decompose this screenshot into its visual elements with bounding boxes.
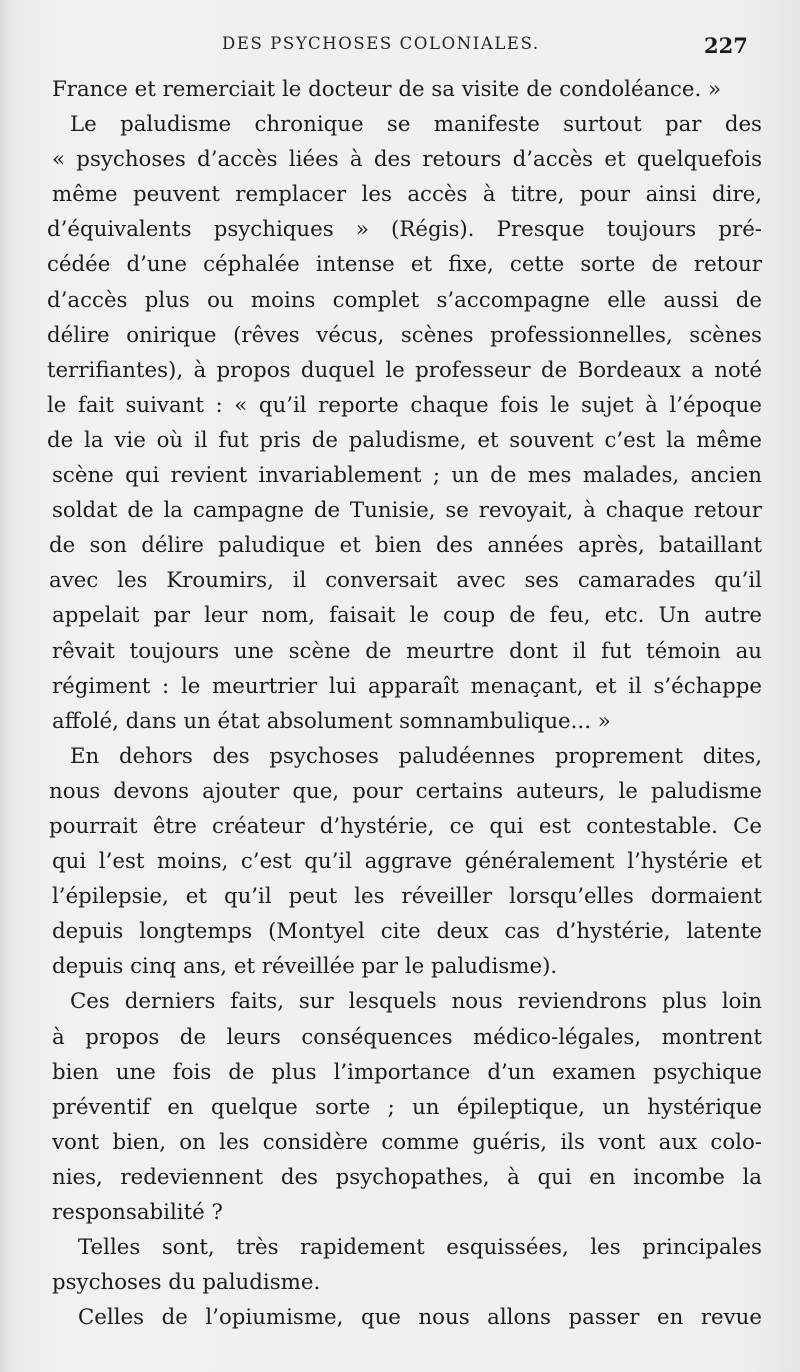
text-line: délire onirique (rêves vécus, scènes professionnelles, scènes (47, 322, 762, 348)
paragraph-psychoses-paludeennes (44, 739, 762, 985)
paragraph-derniers-faits (44, 984, 762, 1230)
text-line: Celles de l’opiumisme, que nous allons passer en revue (78, 1305, 762, 1331)
text-line: scène qui revient invariablement ; un de mes malades, ancien (52, 463, 762, 489)
text-line: préventif en quelque sorte ; un épileptique, un hystérique (52, 1094, 762, 1120)
text-line: appelait par leur nom, faisait le coup de feu, etc. Un autre (52, 603, 762, 629)
text-line: nies, redeviennent des psychopathes, à qui en incombe la (52, 1164, 762, 1190)
text-line: Le paludisme chronique se manifeste surtout par des (70, 112, 762, 138)
text-line: affolé, dans un état absolument somnambulique... » (52, 708, 611, 734)
text-line: Telles sont, très rapidement esquissées, les principales (78, 1235, 762, 1261)
text-line: rêvait toujours une scène de meurtre dont il fut témoin au (52, 638, 762, 664)
running-title: DES PSYCHOSES COLONIALES. (222, 34, 540, 53)
text-line: avec les Kroumirs, il conversait avec ses camarades qu’il (49, 568, 762, 594)
text-line: vont bien, on les considère comme guéris, ils vont aux colo- (52, 1129, 762, 1155)
page-number: 227 (704, 33, 748, 58)
text-line: régiment : le meurtrier lui apparaît menaçant, et il s’échappe (52, 673, 762, 699)
text-line: bien une fois de plus l’importance d’un examen psychique (52, 1059, 762, 1085)
running-head (0, 34, 800, 62)
text-line: d’accès plus ou moins complet s’accompagne elle aussi de (47, 287, 762, 313)
text-line: soldat de la campagne de Tunisie, se revoyait, à chaque retour (52, 498, 762, 524)
paragraph-paludisme-chronique (44, 107, 762, 739)
paragraph-opiumisme (44, 1300, 762, 1335)
text-line: responsabilité ? (52, 1200, 223, 1225)
text-line: pourrait être créateur d’hystérie, ce qui est contestable. Ce (49, 813, 762, 839)
text-line: depuis cinq ans, et réveillée par le paludisme). (52, 954, 558, 980)
text-line: d’équivalents psychiques » (Régis). Presque toujours pré- (47, 217, 762, 243)
text-line: nous devons ajouter que, pour certains auteurs, le paludisme (49, 778, 762, 804)
text-line: depuis longtemps (Montyel cite deux cas d’hystérie, latente (52, 919, 762, 945)
text-line: terrifiantes), à propos duquel le professeur de Bordeaux a noté (47, 357, 762, 383)
text-line: l’épilepsie, et qu’il peut les réveiller lorsqu’elles dormaient (52, 884, 762, 910)
text-line: En dehors des psychoses paludéennes proprement dites, (70, 743, 762, 769)
text-line: de la vie où il fut pris de paludisme, et souvent c’est la même (47, 427, 762, 453)
text-line: France et remerciait le docteur de sa visite de condoléance. » (52, 77, 722, 102)
body-text (44, 72, 762, 1335)
text-line: psychoses du paludisme. (52, 1270, 321, 1296)
text-line: qui l’est moins, c’est qu’il aggrave généralement l’hystérie et (52, 849, 762, 875)
text-line: à propos de leurs conséquences médico-légales, montrent (52, 1024, 762, 1050)
text-line: Ces derniers faits, sur lesquels nous reviendrons plus loin (70, 989, 762, 1015)
paragraph-continuation (44, 72, 762, 107)
text-line: le fait suivant : « qu’il reporte chaque fois le sujet à l’époque (47, 392, 762, 418)
text-line: de son délire paludique et bien des années après, bataillant (49, 533, 762, 559)
text-line: « psychoses d’accès liées à des retours d’accès et quelquefois (52, 147, 762, 173)
text-line: même peuvent remplacer les accès à titre, pour ainsi dire, (52, 182, 762, 208)
text-line: cédée d’une céphalée intense et fixe, cette sorte de retour (47, 252, 762, 278)
paragraph-telles-sont (44, 1230, 762, 1300)
